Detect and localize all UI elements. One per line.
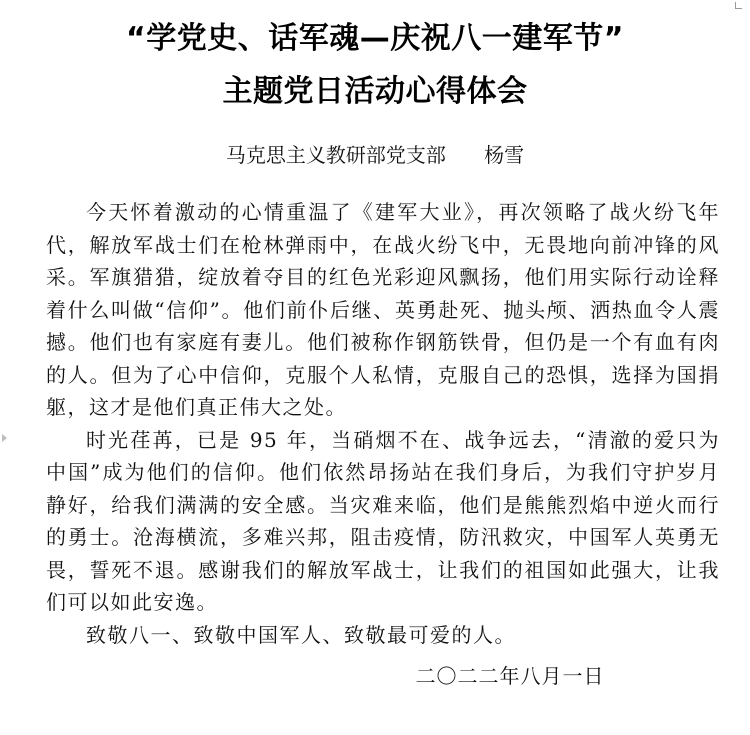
paragraph: 致敬八一、致敬中国军人、致敬最可爱的人。 xyxy=(86,622,516,647)
margin-marker-icon xyxy=(2,434,7,442)
title-line-1: “学党史、话军魂—庆祝八一建军节” xyxy=(126,21,624,56)
paragraph: 今天怀着激动的心情重温了《建军大业》，再次领略了战火纷飞年代，解放军战士们在枪林弹雨中，在战火纷飞中，无畏地向前冲锋的风采。军旗猎猎，绽放着夺目的红色光彩迎风飘扬，他们用实际行动诠释着什么叫做“信仰”。他们前仆后继、英勇赴死、抛头颅、洒热血令人震撼。他们也有家庭有妻儿。他们被称作钢筋铁骨，但仍是一个有血有肉的人。但为了心中信仰，克服个人私情，克服自己的恐惧，选择为国捐躯，这才是他们真正伟大之处。 xyxy=(46,200,720,419)
paragraph: 时光荏苒，已是 95 年，当硝烟不在、战争远去，“清澈的爱只为中国”成为他们的信仰。他们依然昂扬站在我们身后，为我们守护岁月静好，给我们满满的安全感。当灾难来临，他们是熊熊烈焰中逆火而行的勇士。沧海横流，多难兴邦，阻击疫情，防汛救灾，中国军人英勇无畏，誓死不退。感谢我们的解放军战士，让我们的祖国如此强大，让我们可以如此安逸。 xyxy=(46,427,720,614)
page-corner-mark xyxy=(735,2,742,9)
document-date: 二〇二二年八月一日 xyxy=(415,664,605,688)
body-text xyxy=(46,196,720,651)
title-line-2: 主题党日活动心得体会 xyxy=(222,74,528,109)
author-byline: 马克思主义教研部党支部 杨雪 xyxy=(225,143,525,167)
